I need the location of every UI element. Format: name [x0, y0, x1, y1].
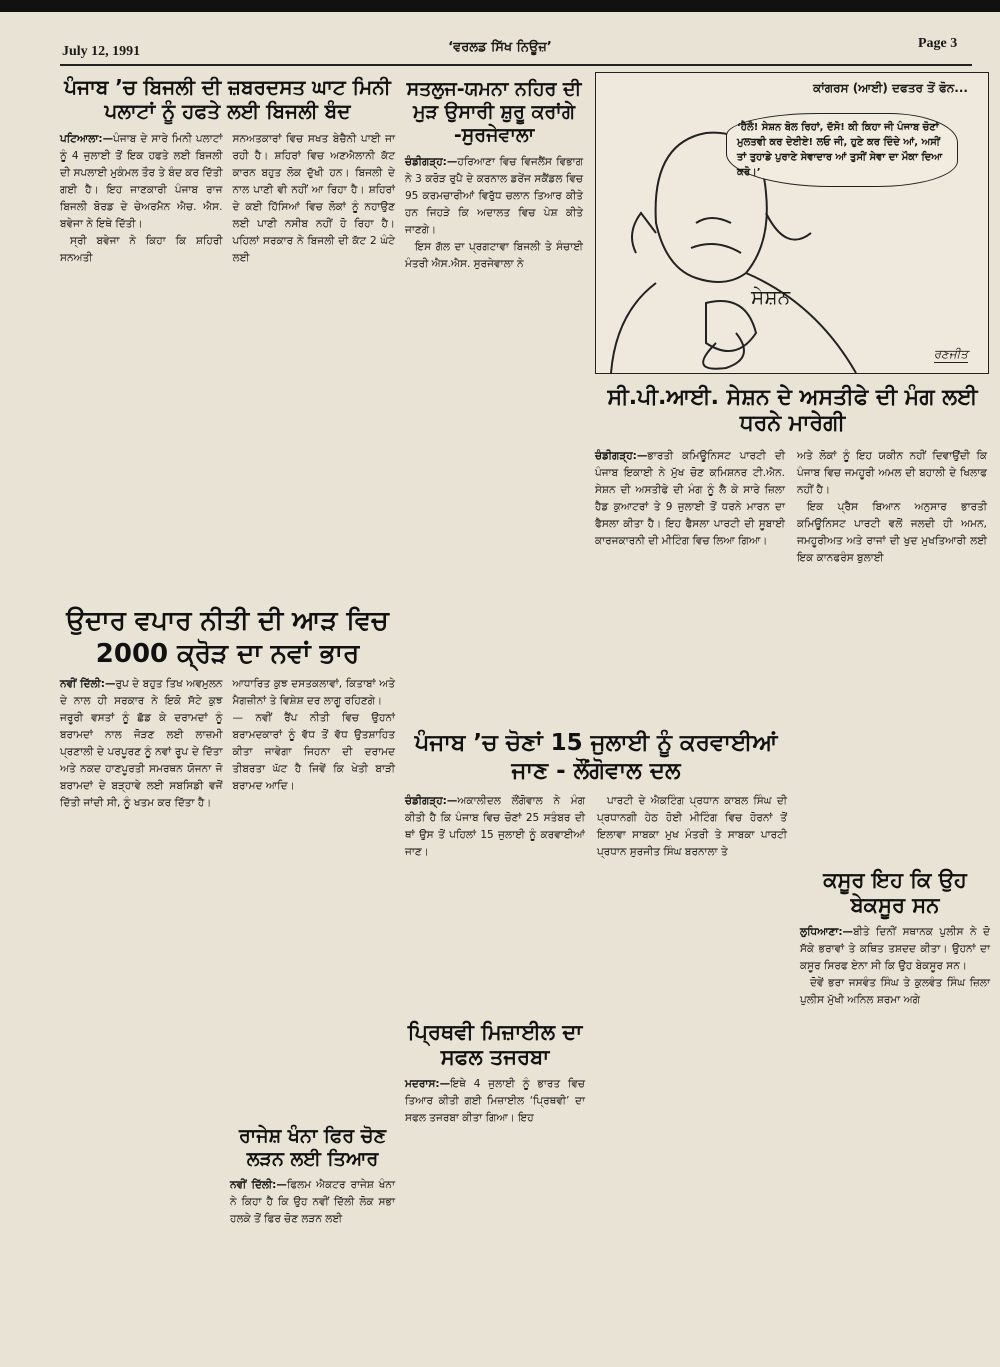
- cartoon-title: ਕਾਂਗਰਸ (ਆਈ) ਦਫਤਰ ਤੋਂ ਫੋਨ...: [813, 81, 968, 95]
- paragraph: ਹਰਿਆਣਾ ਵਿਚ ਵਿਜਲੈਂਸ ਵਿਭਾਗ ਨੇ 3 ਕਰੋੜ ਰੁਪੈ ਦੇ ਕਰਨਾਲ ਡਰੇਂਜ ਸਕੈਂਡਲ ਵਿਚ 95 ਕਰਮਚਾਰੀਆਂ ਵਿਰੁੱਧ ਚਲਾਨ ਤਿਆਰ ਕੀਤੇ ਹਨ ਜਿਹੜੇ ਕਿ ਅਦਾਲਤ ਵਿਚ ਪੇਸ਼ ਕੀਤੇ ਜਾਣਗੇ।: [405, 156, 583, 237]
- dateline: ਨਵੀਂ ਦਿੱਲੀ:—: [60, 678, 116, 690]
- headline: ਰਾਜੇਸ਼ ਖੰਨਾ ਫਿਰ ਚੋਣ ਲੜਨ ਲਈ ਤਿਆਰ: [239, 1125, 386, 1170]
- page-number: Page 3: [918, 36, 958, 51]
- paragraph: ਸ੍ਰੀ ਬਵੇਜਾ ਨੇ ਕਿਹਾ ਕਿ ਸ਼ਹਿਰੀ ਸਨਅਤੀ: [60, 235, 223, 264]
- dateline: ਚੰਡੀਗੜ੍ਹ:—: [405, 795, 458, 808]
- article-body-col1: [60, 131, 223, 267]
- article-rajesh-khanna: [230, 1125, 395, 1228]
- cartoonist-signature: ਰਣਜੀਤ: [933, 347, 968, 361]
- header-rule: [60, 64, 972, 66]
- dateline: ਮਦਰਾਸ:—: [405, 1078, 451, 1091]
- paragraph: ਭਾਰਤੀ ਕਮਿਊਨਿਸਟ ਪਾਰਟੀ ਦੀ ਪੰਜਾਬ ਇਕਾਈ ਨੇ ਮੁੱਖ ਚੋਣ ਕਮਿਸ਼ਨਰ ਟੀ.ਐਨ. ਸੇਸ਼ਨ ਦੀ ਅਸਤੀਫੇ ਦੀ ਮੰਗ ਨੂੰ ਲੈ ਕੇ ਸਾਰੇ ਜ਼ਿਲਾ ਹੈਡ ਕੁਆਟਰਾਂ ਤੇ 9 ਜੁਲਾਈ ਤੋਂ ਧਰਨੇ ਮਾਰਨ ਦਾ ਫੈਸਲਾ ਕੀਤਾ ਹੈ। ਇਹ ਫੈਸਲਾ ਪਾਰਟੀ ਦੀ ਸੂਬਾਈ ਕਾਰਜਕਾਰਨੀ ਦੀ ਮੀਟਿੰਗ ਵਿਚ ਲਿਆ ਗਿਆ।: [595, 449, 785, 547]
- paragraph: ਇਥੇ 4 ਜੁਲਾਈ ਨੂੰ ਭਾਰਤ ਵਿਚ ਤਿਆਰ ਕੀਤੀ ਗਈ ਮਿਜ਼ਾਈਲ ‘ਪ੍ਰਿਥਵੀ’ ਦਾ ਸਫਲ ਤਜਰਬਾ ਕੀਤਾ ਗਿਆ। ਇਹ: [405, 1078, 585, 1125]
- paragraph: — ਨਵੀਂ ਰੈਂਪ ਨੀਤੀ ਵਿਚ ਉਹਨਾਂ ਬਰਾਮਦਕਾਰਾਂ ਨੂੰ ਵੱਧ ਤੋਂ ਵੱਧ ਉਤਸ਼ਾਹਿਤ ਕੀਤਾ ਜਾਵੇਗਾ ਜਿਹਨਾ ਦੀ ਦਰਾਮਦ ਤੀਬਰਤਾ ਘੱਟ ਹੈ ਜਿਵੇਂ ਕਿ ਖੇਤੀ ਬਾੜੀ ਬਰਾਮਦ ਆਦਿ।: [232, 712, 395, 792]
- article-sutlej-yamuna-canal: [405, 78, 583, 273]
- headline: ਕਸੂਰ ਇਹ ਕਿ ਉਹ ਬੇਕਸੂਰ ਸਨ: [823, 868, 967, 918]
- article-body-col2: [597, 793, 787, 861]
- article-body: [800, 924, 990, 1009]
- paragraph: ਪੰਜਾਬ ਦੇ ਸਾਰੇ ਮਿਨੀ ਪਲਾਟਾਂ ਨੂੰ 4 ਜੁਲਾਈ ਤੋਂ ਇਕ ਹਫਤੇ ਲਈ ਬਿਜਲੀ ਦੀ ਸਪਲਾਈ ਮੁਕੰਮਲ ਤੌਰ ਤੇ ਬੰਦ ਕਰ ਦਿੱਤੀ ਗਈ ਹੈ। ਇਹ ਜਾਣਕਾਰੀ ਪੰਜਾਬ ਰਾਜ ਬਿਜਲੀ ਬੋਰਡ ਦੇ ਚੇਅਰਮੈਨ ਐਚ. ਐਸ. ਬਵੇਜਾ ਨੇ ਇਥੇ ਦਿੱਤੀ।: [60, 133, 223, 230]
- character-label: ਸੇਸ਼ਨ: [751, 285, 791, 309]
- dateline: ਲੁਧਿਆਣਾ:—: [800, 926, 854, 939]
- paragraph: ਅਕਾਲੀਦਲ ਲੌਂਗੋਵਾਲ ਨੇ ਮੰਗ ਕੀਤੀ ਹੈ ਕਿ ਪੰਜਾਬ ਵਿਚ ਚੋਣਾਂ 25 ਸਤੰਬਰ ਦੀ ਥਾਂ ਉਸ ਤੋਂ ਪਹਿਲਾਂ 15 ਜੁਲਾਈ ਨੂੰ ਕਰਵਾਈਆਂ ਜਾਣ।: [405, 795, 585, 859]
- scan-border: [0, 0, 1000, 12]
- speech-bubble: ‘ਹੈਲੋ! ਸੇਸ਼ਨ ਬੋਲ ਰਿਹਾਂ, ਦੱਸੋ! ਕੀ ਕਿਹਾ ਜੀ ਪੰਜਾਬ ਚੋਣਾਂ ਮੁਲਤਵੀ ਕਰ ਦੇਈਏ! ਲਓ ਜੀ, ਹੁਣੇ ਕਰ ਦਿੰਦੇ ਆਂ, ਅਸੀਂ ਤਾਂ ਤੁਹਾਡੇ ਪੁਰਾਣੇ ਸੇਵਾਦਾਰ ਆਂ ਤੁਸੀਂ ਸੇਵਾ ਦਾ ਮੌਕਾ ਦਿਆ ਕਰੋ।’: [726, 113, 958, 187]
- editorial-cartoon: [595, 72, 989, 374]
- headline: ਉਦਾਰ ਵਪਾਰ ਨੀਤੀ ਦੀ ਆੜ ਵਿਚ 2000 ਕ੍ਰੋੜ ਦਾ ਨਵਾਂ ਭਾਰ: [66, 606, 389, 669]
- article-body-col2: [233, 131, 396, 267]
- article-body-col1: [60, 676, 223, 812]
- paragraph: ਇਸ ਗੱਲ ਦਾ ਪ੍ਰਗਟਾਵਾ ਬਿਜਲੀ ਤੇ ਸੰਚਾਈ ਮੰਤਰੀ ਐਸ.ਐਸ. ਸੁਰਜੇਵਾਲਾ ਨੇ: [405, 241, 583, 271]
- article-trade-policy: [60, 605, 395, 812]
- paragraph: ਇਕ ਪ੍ਰੈਸ ਬਿਆਨ ਅਨੁਸਾਰ ਭਾਰਤੀ ਕਮਿਊਨਿਸਟ ਪਾਰਟੀ ਵਲੋਂ ਜਲਦੀ ਹੀ ਅਮਨ, ਜਮਹੂਰੀਅਤ ਅਤੇ ਰਾਜਾਂ ਦੀ ਖੁਦ ਮੁਖਤਿਆਰੀ ਲਈ ਇਕ ਕਾਨਫਰੰਸ ਬੁਲਾਈ: [797, 500, 987, 564]
- article-power-shortage: [60, 75, 395, 267]
- article-body-col1: [405, 793, 585, 861]
- paragraph: ਰੁਪ ਦੇ ਬਹੁਤ ਤਿਖ ਅਵਮੁਲਨ ਦੇ ਨਾਲ ਹੀ ਸਰਕਾਰ ਨੇ ਇਕੋ ਸੱਟੇ ਕੁਝ ਜਰੂਰੀ ਵਸਤਾਂ ਨੂੰ ਛੱਡ ਕੇ ਦਰਾਮਦਾਂ ਨੂੰ ਬਰਾਮਦਾਂ ਨਾਲ ਜੋੜਣ ਲਈ ਲਾਜ਼ਮੀ ਪ੍ਰਣਾਲੀ ਦੇ ਪਰਪੂਰਣ ਨੂੰ ਨਵਾਂ ਰੂਪ ਦੇ ਦਿੱਤਾ ਅਤੇ ਨਕਦ ਹਾਣਪੂਰਤੀ ਸਮਰਥਨ ਯੋਜਨਾ ਜੋ ਬਰਾਮਦਾਂ ਦੇ ਬੜ੍ਹਾਵੇ ਲਈ ਸਬਸਿਡੀ ਵਜੋਂ ਦਿੱਤੀ ਜਾਂਦੀ ਸੀ, ਨੂੰ ਖਤਮ ਕਰ ਦਿੱਤਾ ਹੈ।: [60, 678, 223, 809]
- headline: ਸਤਲੁਜ-ਯਮਨਾ ਨਹਿਰ ਦੀ ਮੁੜ ਉਸਾਰੀ ਸ਼ੁਰੂ ਕਰਾਂਗੇ -ਸੁਰਜੇਵਾਲਾ: [406, 78, 582, 146]
- dateline: ਪਟਿਆਲਾ:—: [60, 133, 114, 145]
- paragraph: ਦੋਵੇਂ ਭਰਾ ਜਸਵੰਤ ਸਿੰਘ ਤੇ ਕੁਲਵੰਤ ਸਿੰਘ ਜ਼ਿਲਾ ਪੁਲੀਸ ਮੁੱਖੀ ਅਨਿਲ ਸ਼ਰਮਾ ਅਗੇ: [800, 977, 990, 1007]
- article-body: [230, 1177, 395, 1228]
- dateline: ਚੰਡੀਗੜ੍ਹ:—: [595, 449, 648, 462]
- paragraph: ਅਤੇ ਲੋਕਾਂ ਨੂੰ ਇਹ ਯਕੀਨ ਨਹੀਂ ਦਿਵਾਉਂਦੀ ਕਿ ਪੰਜਾਬ ਵਿਚ ਜਮਹੂਰੀ ਅਮਲ ਦੀ ਬਹਾਲੀ ਦੇ ਖਿਲਾਫ ਨਹੀਂ ਹੈ।: [797, 449, 987, 496]
- headline: ਪੰਜਾਬ ’ਚ ਚੋਣਾਂ 15 ਜੁਲਾਈ ਨੂੰ ਕਰਵਾਈਆਂ ਜਾਣ - ਲੌਂਗੋਵਾਲ ਦਲ: [414, 730, 778, 784]
- headline: ਪੰਜਾਬ ’ਚ ਬਿਜਲੀ ਦੀ ਜ਼ਬਰਦਸਤ ਘਾਟ ਮਿਨੀ ਪਲਾਟਾਂ ਨੂੰ ਹਫਤੇ ਲਈ ਬਿਜਲੀ ਬੰਦ: [64, 75, 391, 123]
- paragraph: ਬੀਤੇ ਦਿਨੀਂ ਸਥਾਨਕ ਪੁਲੀਸ ਨੇ ਦੋ ਸੱਕੇ ਭਰਾਵਾਂ ਤੇ ਕਥਿਤ ਤਸ਼ਦਦ ਕੀਤਾ। ਉਹਨਾਂ ਦਾ ਕਸੂਰ ਸਿਰਫ ਏਨਾ ਸੀ ਕਿ ਉਹ ਬੇਕਸੂਰ ਸਨ।: [800, 926, 990, 973]
- article-body: [405, 1076, 585, 1127]
- article-innocent-brothers: [800, 868, 990, 1009]
- article-body-col2: [233, 676, 396, 812]
- dateline: ਨਵੀਂ ਦਿੱਲੀ:—: [230, 1178, 287, 1191]
- headline: ਪ੍ਰਿਥਵੀ ਮਿਜ਼ਾਈਲ ਦਾ ਸਫਲ ਤਜਰਬਾ: [407, 1020, 583, 1070]
- issue-date: July 12, 1991: [62, 44, 141, 59]
- paragraph: ਫਿਲਮ ਐਕਟਰ ਰਾਜੇਸ਼ ਖੰਨਾ ਨੇ ਕਿਹਾ ਹੈ ਕਿ ਉਹ ਨਵੀਂ ਦਿੱਲੀ ਲੋਕ ਸਭਾ ਹਲਕੇ ਤੋਂ ਫਿਰ ਚੋਣ ਲੜਨ ਲਈ: [230, 1178, 395, 1225]
- paragraph: ਪਾਰਟੀ ਦੇ ਐਕਟਿੰਗ ਪ੍ਰਧਾਨ ਕਾਬਲ ਸਿੰਘ ਦੀ ਪ੍ਰਧਾਨਗੀ ਹੇਠ ਹੋਈ ਮੀਟਿੰਗ ਵਿਚ ਹੋਰਨਾਂ ਤੋਂ ਇਲਾਵਾ ਸਾਬਕਾ ਮੁਖ ਮੰਤਰੀ ਤੇ ਸਾਬਕਾ ਪਾਰਟੀ ਪ੍ਰਧਾਨ ਸੁਰਜੀਤ ਸਿੰਘ ਬਰਨਾਲਾ ਤੇ: [597, 795, 787, 859]
- dateline: ਚੰਡੀਗੜ੍ਹ:—: [405, 156, 458, 169]
- headline: ਸੀ.ਪੀ.ਆਈ. ਸੇਸ਼ਨ ਦੇ ਅਸਤੀਫੇ ਦੀ ਮੰਗ ਲਈ ਧਰਨੇ ਮਾਰੇਗੀ: [607, 385, 978, 437]
- article-cpi-protest: [595, 385, 990, 567]
- article-body-col1: [595, 448, 785, 567]
- masthead-title: ‘ਵਰਲਡ ਸਿੱਖ ਨਿਊਜ਼’: [448, 40, 552, 55]
- article-prithvi-missile: [405, 1020, 585, 1127]
- article-punjab-elections: [405, 730, 787, 861]
- article-body: [405, 154, 583, 273]
- paragraph: ਆਧਾਰਿਤ ਕੁਝ ਦਸਤਕਲਾਵਾਂ, ਕਿਤਾਬਾਂ ਅਤੇ ਮੈਗਜ਼ੀਨਾਂ ਤੇ ਵਿਸ਼ੇਸ਼ ਦਰ ਲਾਗੂ ਰਹਿਣਗੇ।: [232, 678, 395, 707]
- article-body-col2: [797, 448, 987, 567]
- paragraph: ਸਨਅਤਕਾਰਾਂ ਵਿਚ ਸਖਤ ਬੇਚੈਨੀ ਪਾਈ ਜਾ ਰਹੀ ਹੈ। ਸ਼ਹਿਰਾਂ ਵਿਚ ਅਣਐਲਾਨੀ ਕੱਟ ਕਾਰਨ ਬਹੁਤ ਲੋਕ ਦੁੱਖੀ ਹਨ। ਬਿਜਲੀ ਦੇ ਨਾਲ ਪਾਣੀ ਵੀ ਨਹੀਂ ਆ ਰਿਹਾ ਹੈ। ਸ਼ਹਿਰਾਂ ਦੇ ਕਈ ਹਿੱਸਿਆਂ ਵਿਚ ਲੋਕਾਂ ਨੂੰ ਨਹਾਉਣ ਲਈ ਪਾਣੀ ਨਸੀਬ ਨਹੀਂ ਹੋ ਰਿਹਾ ਹੈ। ਪਹਿਲਾਂ ਸਰਕਾਰ ਨੇ ਬਿਜਲੀ ਦੀ ਕੱਟ 2 ਘੰਟੇ ਲਈ: [232, 133, 395, 264]
